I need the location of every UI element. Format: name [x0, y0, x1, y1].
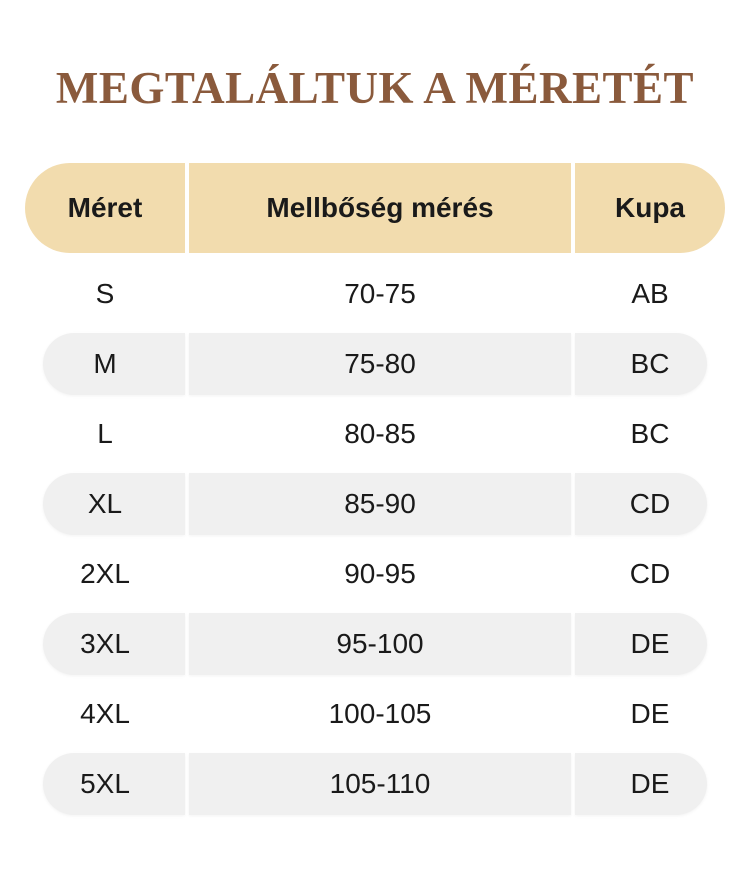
cell-size: 2XL — [80, 558, 130, 589]
cell-cup — [575, 333, 707, 395]
page-title: MEGTALÁLTUK A MÉRETÉT — [55, 63, 695, 113]
table-row — [25, 469, 725, 539]
cell-size — [43, 333, 185, 395]
cell-size: 4XL — [80, 698, 130, 729]
cell-cup-text: BC — [630, 348, 670, 379]
header-cup: Kupa — [575, 163, 725, 253]
table-row — [25, 609, 725, 679]
cell-size — [43, 753, 185, 815]
cell-cup: DE — [630, 698, 670, 729]
header-bust: Mellbőség mérés — [189, 163, 571, 253]
cell-size: S — [95, 278, 115, 309]
cell-cup-text: DE — [630, 628, 670, 659]
table-header-row — [25, 163, 725, 253]
cell-cup: CD — [629, 558, 671, 589]
table-row — [25, 749, 725, 819]
table-row — [25, 679, 725, 749]
cell-cup-text: CD — [629, 488, 671, 519]
cell-size-text: XL — [87, 488, 123, 519]
cell-size — [43, 473, 185, 535]
cell-size-text: 3XL — [80, 628, 130, 659]
size-chart-table — [25, 163, 725, 819]
cell-size-text: M — [93, 348, 117, 379]
table-row — [25, 259, 725, 329]
table-row — [25, 539, 725, 609]
cell-cup — [575, 613, 707, 675]
cell-cup: BC — [630, 418, 670, 449]
cell-cup — [575, 473, 707, 535]
cell-bust: 70-75 — [344, 278, 416, 309]
cell-bust: 105-110 — [189, 753, 571, 815]
cell-bust: 75-80 — [189, 333, 571, 395]
header-size: Méret — [25, 163, 185, 253]
cell-cup — [575, 753, 707, 815]
cell-bust: 90-95 — [344, 558, 416, 589]
table-row — [25, 329, 725, 399]
cell-cup: AB — [631, 278, 669, 309]
cell-size — [43, 613, 185, 675]
table-row — [25, 399, 725, 469]
cell-bust: 85-90 — [189, 473, 571, 535]
cell-bust: 95-100 — [189, 613, 571, 675]
cell-bust: 80-85 — [344, 418, 416, 449]
cell-cup-text: DE — [630, 768, 670, 799]
cell-bust: 100-105 — [328, 698, 432, 729]
cell-size: L — [97, 418, 113, 449]
cell-size-text: 5XL — [80, 768, 130, 799]
